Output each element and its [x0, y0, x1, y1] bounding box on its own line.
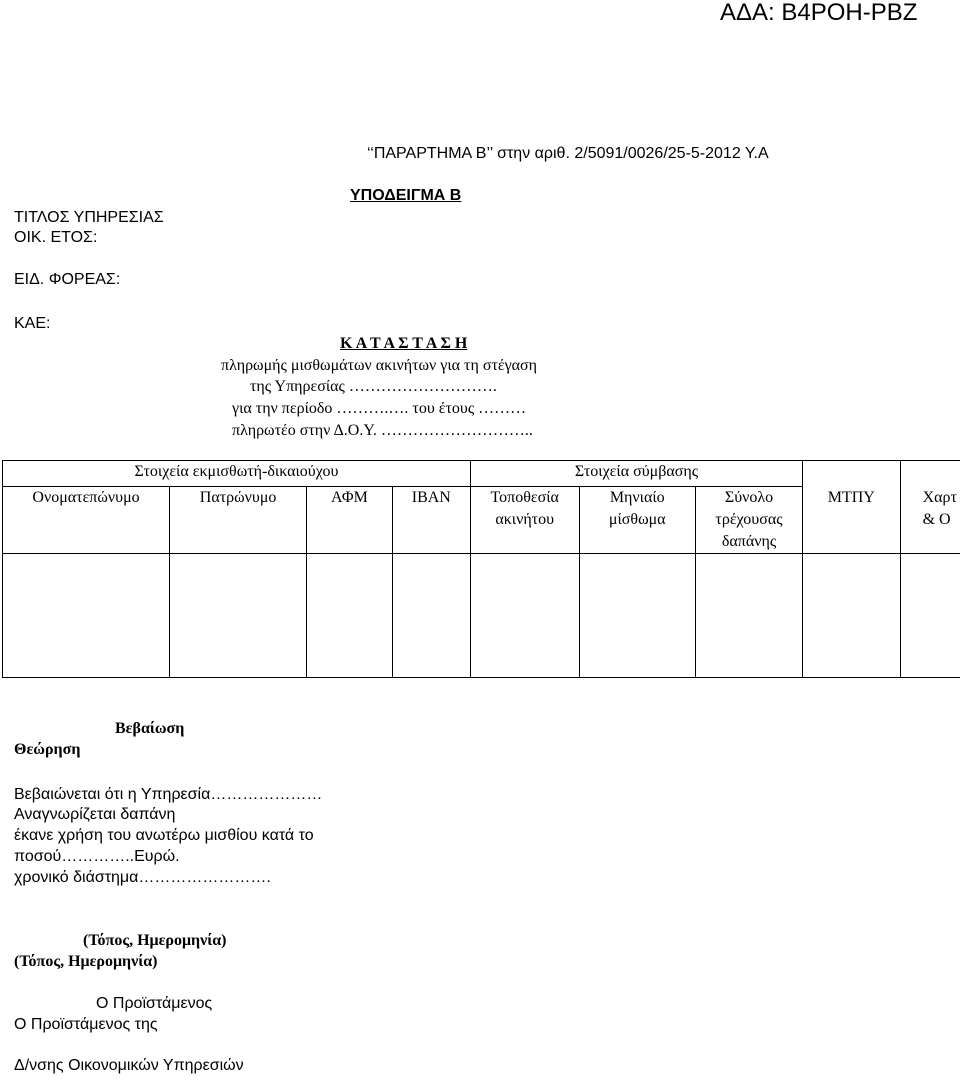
service-title-field: ΤΙΤΛΟΣ ΥΠΗΡΕΣΙΑΣ	[14, 209, 164, 226]
special-body-field: ΕΙΔ. ΦΟΡΕΑΣ:	[14, 271, 121, 288]
certification-line-2: Αναγνωρίζεται δαπάνη	[14, 806, 176, 823]
certification-line-5: χρονικό διάστημα…………………….	[14, 869, 271, 886]
data-cell	[470, 554, 579, 678]
col-afm: ΑΦΜ	[307, 487, 393, 554]
header-blank-cell-2	[900, 461, 960, 487]
contract-group-header: Στοιχεία σύμβασης	[470, 461, 802, 487]
rent-payment-table	[2, 460, 960, 678]
col-location: Τοποθεσία ακινήτου	[470, 487, 579, 554]
kae-field: ΚΑΕ:	[14, 315, 51, 332]
place-date-2: (Τόπος, Ημερομηνία)	[14, 953, 158, 970]
certification-heading: Βεβαίωση	[115, 720, 185, 737]
director-title-2: Ο Προϊστάμενος της	[14, 1016, 158, 1033]
statement-title: Κ Α Τ Α Σ Τ Α Σ Η	[340, 335, 468, 352]
header-blank-cell	[803, 461, 901, 487]
ada-code: ΑΔΑ: Β4ΡΟΗ-ΡΒΖ	[720, 0, 918, 26]
statement-line-1: πληρωμής μισθωμάτων ακινήτων για τη στέγαση	[221, 357, 538, 374]
place-date-1: (Τόπος, Ημερομηνία)	[83, 932, 227, 949]
col-stamp-partial: Χαρτ & Ο	[900, 487, 960, 554]
col-iban: ΙΒΑΝ	[392, 487, 470, 554]
data-cell	[695, 554, 802, 678]
model-title: ΥΠΟΔΕΙΓΜΑ Β	[350, 187, 462, 204]
data-cell	[803, 554, 901, 678]
certification-line-1: Βεβαιώνεται ότι η Υπηρεσία…………………	[14, 786, 323, 803]
directorate-name: Δ/νσης Οικονομικών Υπηρεσιών	[14, 1057, 244, 1074]
data-cell	[170, 554, 307, 678]
data-cell	[3, 554, 170, 678]
certification-line-4: ποσού…………..Ευρώ.	[14, 848, 180, 865]
landlord-group-header: Στοιχεία εκμισθωτή-δικαιούχου	[3, 461, 471, 487]
col-monthly-rent: Μηνιαίο μίσθωμα	[579, 487, 695, 554]
review-heading: Θεώρηση	[14, 741, 81, 758]
annex-reference: ‘‘ΠΑΡΑΡΤΗΜΑ Β’’ στην αριθ. 2/5091/0026/25-5-2012 Υ.Α	[367, 145, 769, 162]
director-title-1: Ο Προϊστάμενος	[96, 995, 213, 1012]
certification-line-3: έκανε χρήση του ανωτέρω μισθίου κατά το	[14, 827, 314, 844]
data-cell	[307, 554, 393, 678]
col-father-name: Πατρώνυμο	[170, 487, 307, 554]
data-cell	[900, 554, 960, 678]
statement-line-2: της Υπηρεσίας ……………………….	[250, 378, 497, 395]
data-cell	[392, 554, 470, 678]
col-total-expense: Σύνολο τρέχουσας δαπάνης	[695, 487, 802, 554]
fiscal-year-field: ΟΙΚ. ΕΤΟΣ:	[14, 229, 98, 246]
statement-line-3: για την περίοδο ……….…. του έτους ………	[232, 400, 527, 417]
statement-line-4: πληρωτέο στην Δ.Ο.Υ. ………………………..	[232, 422, 533, 439]
data-cell	[579, 554, 695, 678]
col-name: Ονοματεπώνυμο	[3, 487, 170, 554]
col-mtpy: ΜΤΠΥ	[803, 487, 901, 554]
